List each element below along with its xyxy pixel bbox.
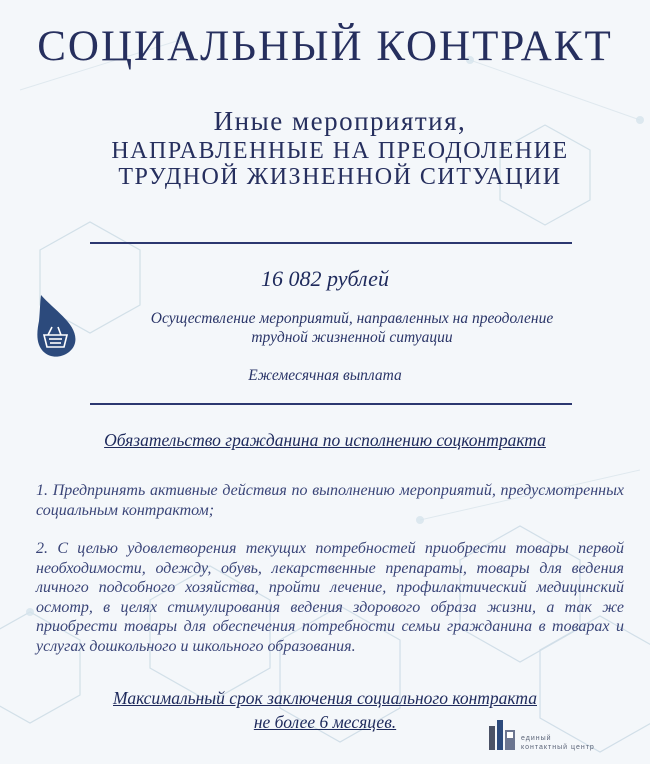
term-line-2: не более 6 месяцев. — [253, 712, 397, 732]
payment-description-line-2: трудной жизненной ситуации — [251, 329, 453, 346]
subtitle-line-1: Иные мероприятия, — [213, 106, 467, 136]
payment-frequency: Ежемесячная выплата — [248, 367, 402, 384]
ekc-logo-mark — [487, 718, 519, 754]
payment-amount: 16 082 рублей — [261, 266, 389, 291]
divider-top — [90, 242, 572, 244]
obligation-item-2: 2. С целью удовлетворения текущих потребностей приобрести товары первой необходимости, одежду, обувь, лекарственные препараты, товары для ведения личного подсобного хозяйства, пройти лечение, профилактический медицинский осмотр, в целях стимулирования ведения здорового образа жизни, а так же приобрести товары для обеспечения потребности семьи гражданина в товарах и услугах дошкольного и школьного образования. — [36, 540, 624, 655]
obligation-item-1: 1. Предпринять активные действия по выполнению мероприятий, предусмотренных социальным контрактом; — [36, 482, 624, 519]
page-title: СОЦИАЛЬНЫЙ КОНТРАКТ — [37, 23, 613, 70]
subtitle-line-3: ТРУДНОЙ ЖИЗНЕННОЙ СИТУАЦИИ — [118, 164, 562, 190]
divider-bottom — [90, 403, 572, 405]
ekc-logo — [487, 716, 637, 756]
payment-description — [90, 309, 614, 347]
subtitle-line-2: НАПРАВЛЕННЫЕ НА ПРЕОДОЛЕНИЕ — [111, 138, 569, 164]
term-line-1: Максимальный срок заключения социального контракта — [113, 688, 537, 708]
payment-description-line-1: Осуществление мероприятий, направленных на преодоление — [150, 310, 554, 327]
logo-text-line-1: единый — [521, 735, 552, 742]
basket-drop-icon — [35, 293, 79, 359]
obligations-heading: Обязательство гражданина по исполнению соцконтракта — [104, 430, 546, 450]
logo-text-line-2: контактный центр — [521, 744, 595, 751]
